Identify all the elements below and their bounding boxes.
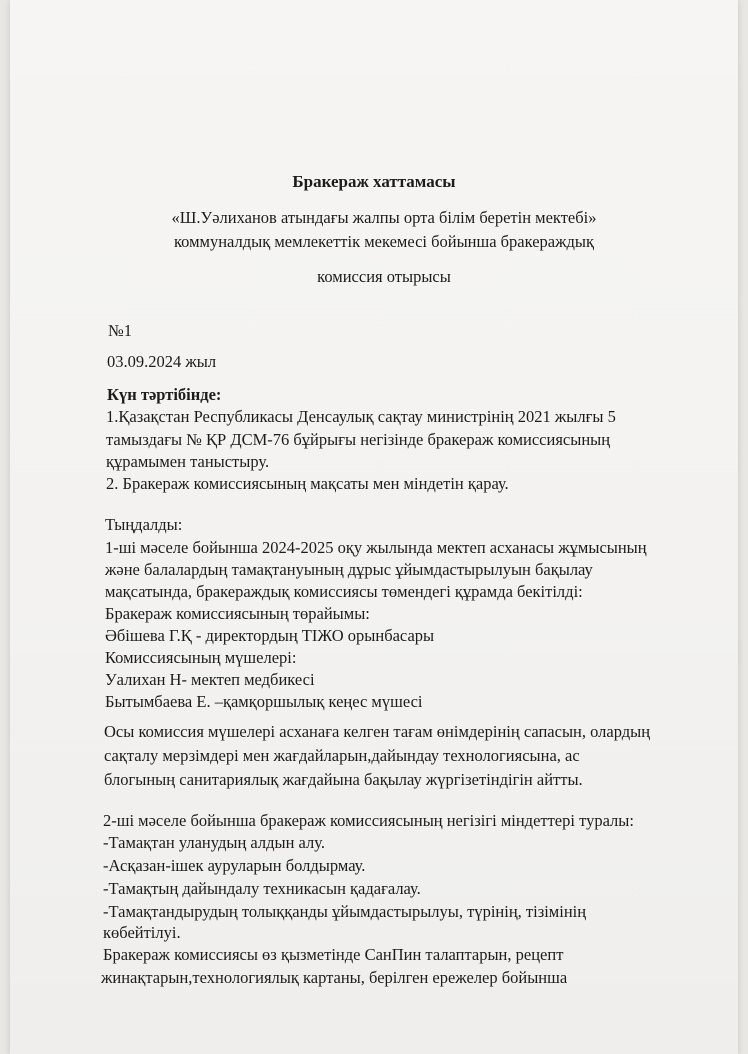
paragraph-line-3: блогының санитариялық жағдайына бақылау жүргізетіндігін айтты.	[104, 770, 583, 789]
agenda-line-4: 2. Бракераж комиссиясының мақсаты мен міндетін қарау.	[106, 474, 509, 493]
second-issue-line-2: -Тамақтан уланудың алдын алу.	[103, 833, 325, 852]
heard-line-4: Бракераж комиссиясының төрайымы:	[105, 604, 370, 623]
heard-line-8: Бытымбаева Е. –қамқоршылық кеңес мүшесі	[105, 692, 423, 711]
heard-line-2: және балалардың тамақтануының дұрыс ұйымдастырылуын бақылау	[105, 560, 593, 579]
heard-line-5: Әбішева Г.Қ - директордың ТІЖО орынбасары	[105, 626, 435, 645]
heard-line-3: мақсатында, бракераждық комиссиясы төмендегі құрамда бекітілді:	[105, 582, 583, 601]
agenda-title: Күн тәртібінде:	[107, 385, 222, 404]
paragraph-line-2: сақталу мерзімдері мен жағдайларын,дайындау технологиясына, ас	[104, 746, 580, 765]
protocol-date: 03.09.2024 жыл	[107, 352, 217, 371]
header-line-1: «Ш.Уәлиханов атындағы жалпы орта білім беретін мектебі»	[171, 208, 597, 227]
second-issue-line-3: -Асқазан-ішек ауруларын болдырмау.	[103, 856, 366, 875]
document-title: Бракераж хаттамасы	[292, 172, 456, 191]
second-issue-line-1: 2-ші мәселе бойынша бракераж комиссиясының негізігі міндеттері туралы:	[103, 811, 634, 830]
header-line-3: комиссия отырысы	[317, 267, 451, 286]
paragraph-line-1: Осы комиссия мүшелері асханаға келген тағам өнімдерінің сапасын, олардың	[104, 722, 651, 741]
second-issue-line-8: жинақтарын,технологиялық картаны, берілген ережелер бойынша	[101, 968, 568, 987]
agenda-line-1: 1.Қазақстан Республикасы Денсаулық сақтау министрінің 2021 жылғы 5	[106, 407, 616, 426]
heard-line-6: Комиссиясының мүшелері:	[105, 648, 297, 667]
second-issue-line-7: Бракераж комиссиясы өз қызметінде СанПин талаптарын, рецепт	[103, 945, 564, 964]
heard-line-7: Уалихан Н- мектеп медбикесі	[105, 670, 315, 689]
protocol-number: №1	[108, 321, 132, 340]
agenda-line-2: тамыздағы № ҚР ДСМ-76 бұйрығы негізінде бракераж комиссиясының	[106, 430, 611, 449]
agenda-line-3: құрамымен таныстыру.	[106, 452, 270, 471]
heard-line-1: 1-ші мәселе бойынша 2024-2025 оқу жылында мектеп асханасы жұмысының	[105, 538, 647, 557]
second-issue-line-4: -Тамақтың дайындалу техникасын қадағалау.	[103, 879, 421, 898]
second-issue-line-5: -Тамақтандырудың толыққанды ұйымдастырылуы, түрінің, тізімінің	[103, 902, 587, 921]
header-line-2: коммуналдық мемлекеттік мекемесі бойынша бракераждық	[173, 232, 595, 251]
second-issue-line-6: көбейтілуі.	[103, 923, 181, 942]
heard-title: Тыңдалды:	[105, 515, 183, 534]
